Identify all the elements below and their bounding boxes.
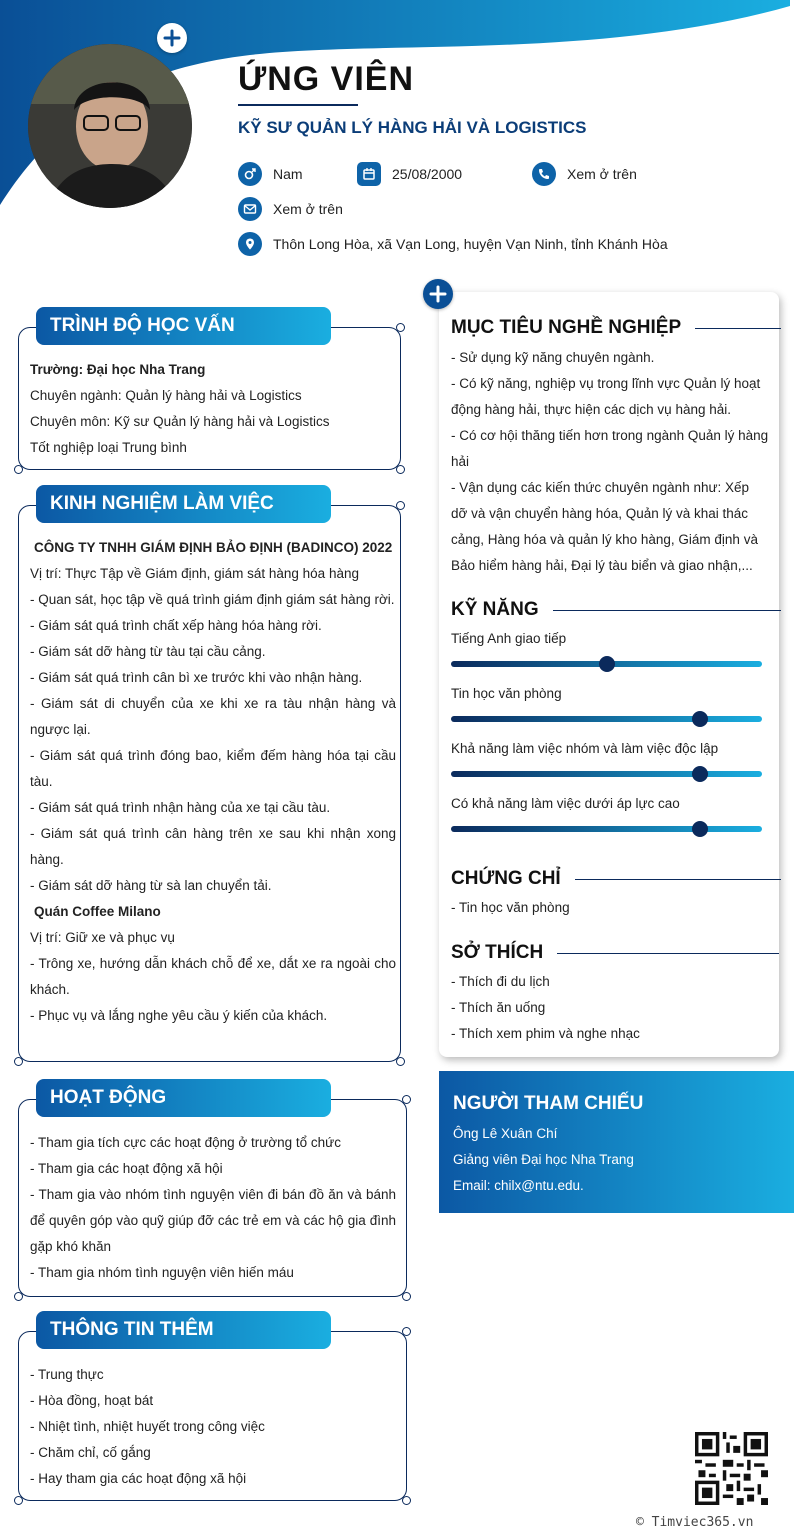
experience-company-1: CÔNG TY TNHH GIÁM ĐỊNH BẢO ĐỊNH (BADINCO) 2022 [34, 540, 393, 555]
certificates-rule [575, 879, 781, 880]
activity-item: - Tham gia nhóm tình nguyện viên hiến máu [30, 1265, 294, 1280]
objective-item: - Sử dụng kỹ năng chuyên ngành. [451, 350, 655, 365]
skill-bar [451, 826, 762, 832]
experience-item: - Giám sát quá trình chất xếp hàng hóa hàng rời. [30, 618, 322, 633]
phone-text: Xem ở trên [567, 166, 637, 182]
objective-item: - Có cơ hội thăng tiến hơn trong ngành Quản lý hàng hải [451, 428, 769, 469]
education-school: Trường: Đại học Nha Trang [30, 362, 206, 377]
hobbies-title: SỞ THÍCH [451, 942, 544, 963]
calendar-icon [357, 162, 381, 186]
objective-body [451, 345, 769, 579]
experience-heading: KINH NGHIỆM LÀM VIỆC [36, 485, 331, 523]
candidate-name: ỨNG VIÊN [238, 60, 415, 98]
hobbies-body [451, 969, 769, 1047]
objective-title: MỤC TIÊU NGHỀ NGHIỆP [451, 317, 682, 338]
plus-icon [163, 29, 181, 47]
experience-item: - Trông xe, hướng dẫn khách chỗ để xe, dắt xe ra ngoài cho khách. [30, 956, 396, 997]
experience-item: - Giám sát quá trình cân hàng trên xe sau khi nhận xong hàng. [30, 826, 396, 867]
education-heading: TRÌNH ĐỘ HỌC VẤN [36, 307, 331, 345]
location-icon [238, 232, 262, 256]
skill-level-knob[interactable] [692, 711, 708, 727]
reference-name: Ông Lê Xuân Chí [453, 1126, 558, 1141]
reference-box [439, 1071, 794, 1213]
experience-role-2: Vị trí: Giữ xe và phục vụ [30, 930, 175, 945]
extra-item: - Chăm chỉ, cố gắng [30, 1445, 151, 1460]
objective-rule [695, 328, 781, 329]
experience-role-1: Vị trí: Thực Tập về Giám định, giám sát hàng hóa hàng [30, 566, 359, 581]
skill-level-knob[interactable] [599, 656, 615, 672]
experience-company-2: Quán Coffee Milano [34, 904, 161, 919]
education-specialty: Chuyên môn: Kỹ sư Quản lý hàng hải và Logistics [30, 414, 330, 429]
phone-icon [532, 162, 556, 186]
skill-label: Có khả năng làm việc dưới áp lực cao [451, 796, 680, 811]
reference-email: Email: chilx@ntu.edu. [453, 1178, 584, 1193]
experience-body [30, 535, 396, 1029]
skills-title: KỸ NĂNG [451, 599, 539, 620]
extra-item: - Hay tham gia các hoạt động xã hội [30, 1471, 247, 1486]
experience-item: - Phục vụ và lắng nghe yêu cầu ý kiến của khách. [30, 1008, 328, 1023]
skills-rule [553, 610, 781, 611]
add-avatar-button[interactable] [157, 23, 187, 53]
experience-item: - Quan sát, học tập về quá trình giám định giám sát hàng rời. [30, 592, 395, 607]
name-underline [238, 104, 358, 106]
qr-code [695, 1432, 768, 1505]
avatar [28, 44, 192, 208]
activity-item: - Tham gia vào nhóm tình nguyện viên đi bán đồ ăn và bánh để quyên góp vào quỹ giúp đỡ các trẻ em và các hộ gia đình gặp khó khăn [30, 1187, 396, 1254]
skill-bar [451, 716, 762, 722]
reference-title: NGƯỜI THAM CHIẾU [453, 1093, 644, 1114]
certificates-title: CHỨNG CHỈ [451, 868, 561, 889]
skill-level-knob[interactable] [692, 821, 708, 837]
objective-item: - Vận dụng các kiến thức chuyên ngành như: Xếp dỡ và vận chuyển hàng hóa, Quản lý và khai thác cảng, Hàng hóa và quản lý kho hàng, Giám định và Bảo hiểm hàng hải, Đại lý tàu biển và giao nhận,... [451, 480, 758, 573]
education-body [30, 357, 396, 461]
objective-item: - Có kỹ năng, nghiệp vụ trong lĩnh vực Quản lý hoạt động hàng hải, thực hiện các dịch vụ hàng hải. [451, 376, 761, 417]
plus-icon [429, 285, 447, 303]
extra-body [30, 1362, 396, 1492]
certificates-heading [451, 868, 781, 890]
footer-copyright: © Timviec365.vn [636, 1515, 754, 1530]
education-grade: Tốt nghiệp loại Trung bình [30, 440, 187, 455]
skill-label: Khả năng làm việc nhóm và làm việc độc lập [451, 741, 719, 756]
activities-body [30, 1130, 396, 1286]
extra-heading: THÔNG TIN THÊM [36, 1311, 331, 1349]
hobby-item: - Thích đi du lịch [451, 974, 550, 989]
activity-item: - Tham gia tích cực các hoạt động ở trường tổ chức [30, 1135, 341, 1150]
skill-label: Tin học văn phòng [451, 686, 562, 701]
experience-item: - Giám sát quá trình nhận hàng của xe tại cầu tàu. [30, 800, 331, 815]
reference-position: Giảng viên Đại học Nha Trang [453, 1152, 634, 1167]
extra-item: - Hòa đồng, hoạt bát [30, 1393, 154, 1408]
gender-text: Nam [273, 166, 303, 182]
email-info [238, 197, 343, 221]
hobby-item: - Thích xem phim và nghe nhạc [451, 1026, 640, 1041]
hobbies-rule [557, 953, 779, 954]
objective-heading [451, 317, 781, 339]
skill-bar [451, 661, 762, 667]
activities-heading: HOẠT ĐỘNG [36, 1079, 331, 1117]
skill-bar [451, 771, 762, 777]
job-title: KỸ SƯ QUẢN LÝ HÀNG HẢI VÀ LOGISTICS [238, 118, 587, 137]
birthdate-info [357, 162, 462, 186]
experience-item: - Giám sát di chuyển của xe khi xe ra tàu nhận hàng và ngược lại. [30, 696, 396, 737]
experience-item: - Giám sát dỡ hàng từ sà lan chuyển tải. [30, 878, 272, 893]
hobbies-heading [451, 942, 779, 964]
gender-info [238, 162, 303, 186]
email-text: Xem ở trên [273, 201, 343, 217]
birthdate-text: 25/08/2000 [392, 166, 463, 182]
skill-label: Tiếng Anh giao tiếp [451, 631, 567, 646]
experience-item: - Giám sát quá trình cân bì xe trước khi vào nhận hàng. [30, 670, 363, 685]
activity-item: - Tham gia các hoạt động xã hội [30, 1161, 223, 1176]
experience-item: - Giám sát quá trình đóng bao, kiểm đếm hàng hóa tại cầu tàu. [30, 748, 396, 789]
mail-icon [238, 197, 262, 221]
skill-level-knob[interactable] [692, 766, 708, 782]
address-info [238, 232, 668, 256]
address-text: Thôn Long Hòa, xã Vạn Long, huyện Vạn Ninh, tỉnh Khánh Hòa [273, 236, 668, 252]
hobby-item: - Thích ăn uống [451, 1000, 546, 1015]
extra-item: - Nhiệt tình, nhiệt huyết trong công việc [30, 1419, 265, 1434]
certificate-item: - Tin học văn phòng [451, 900, 570, 915]
phone-info [532, 162, 637, 186]
extra-item: - Trung thực [30, 1367, 104, 1382]
add-section-button[interactable] [423, 279, 453, 309]
experience-item: - Giám sát dỡ hàng từ tàu tại cầu cảng. [30, 644, 266, 659]
skills-heading [451, 599, 781, 621]
gender-icon [238, 162, 262, 186]
certificates-body [451, 895, 769, 921]
education-major: Chuyên ngành: Quản lý hàng hải và Logistics [30, 388, 302, 403]
